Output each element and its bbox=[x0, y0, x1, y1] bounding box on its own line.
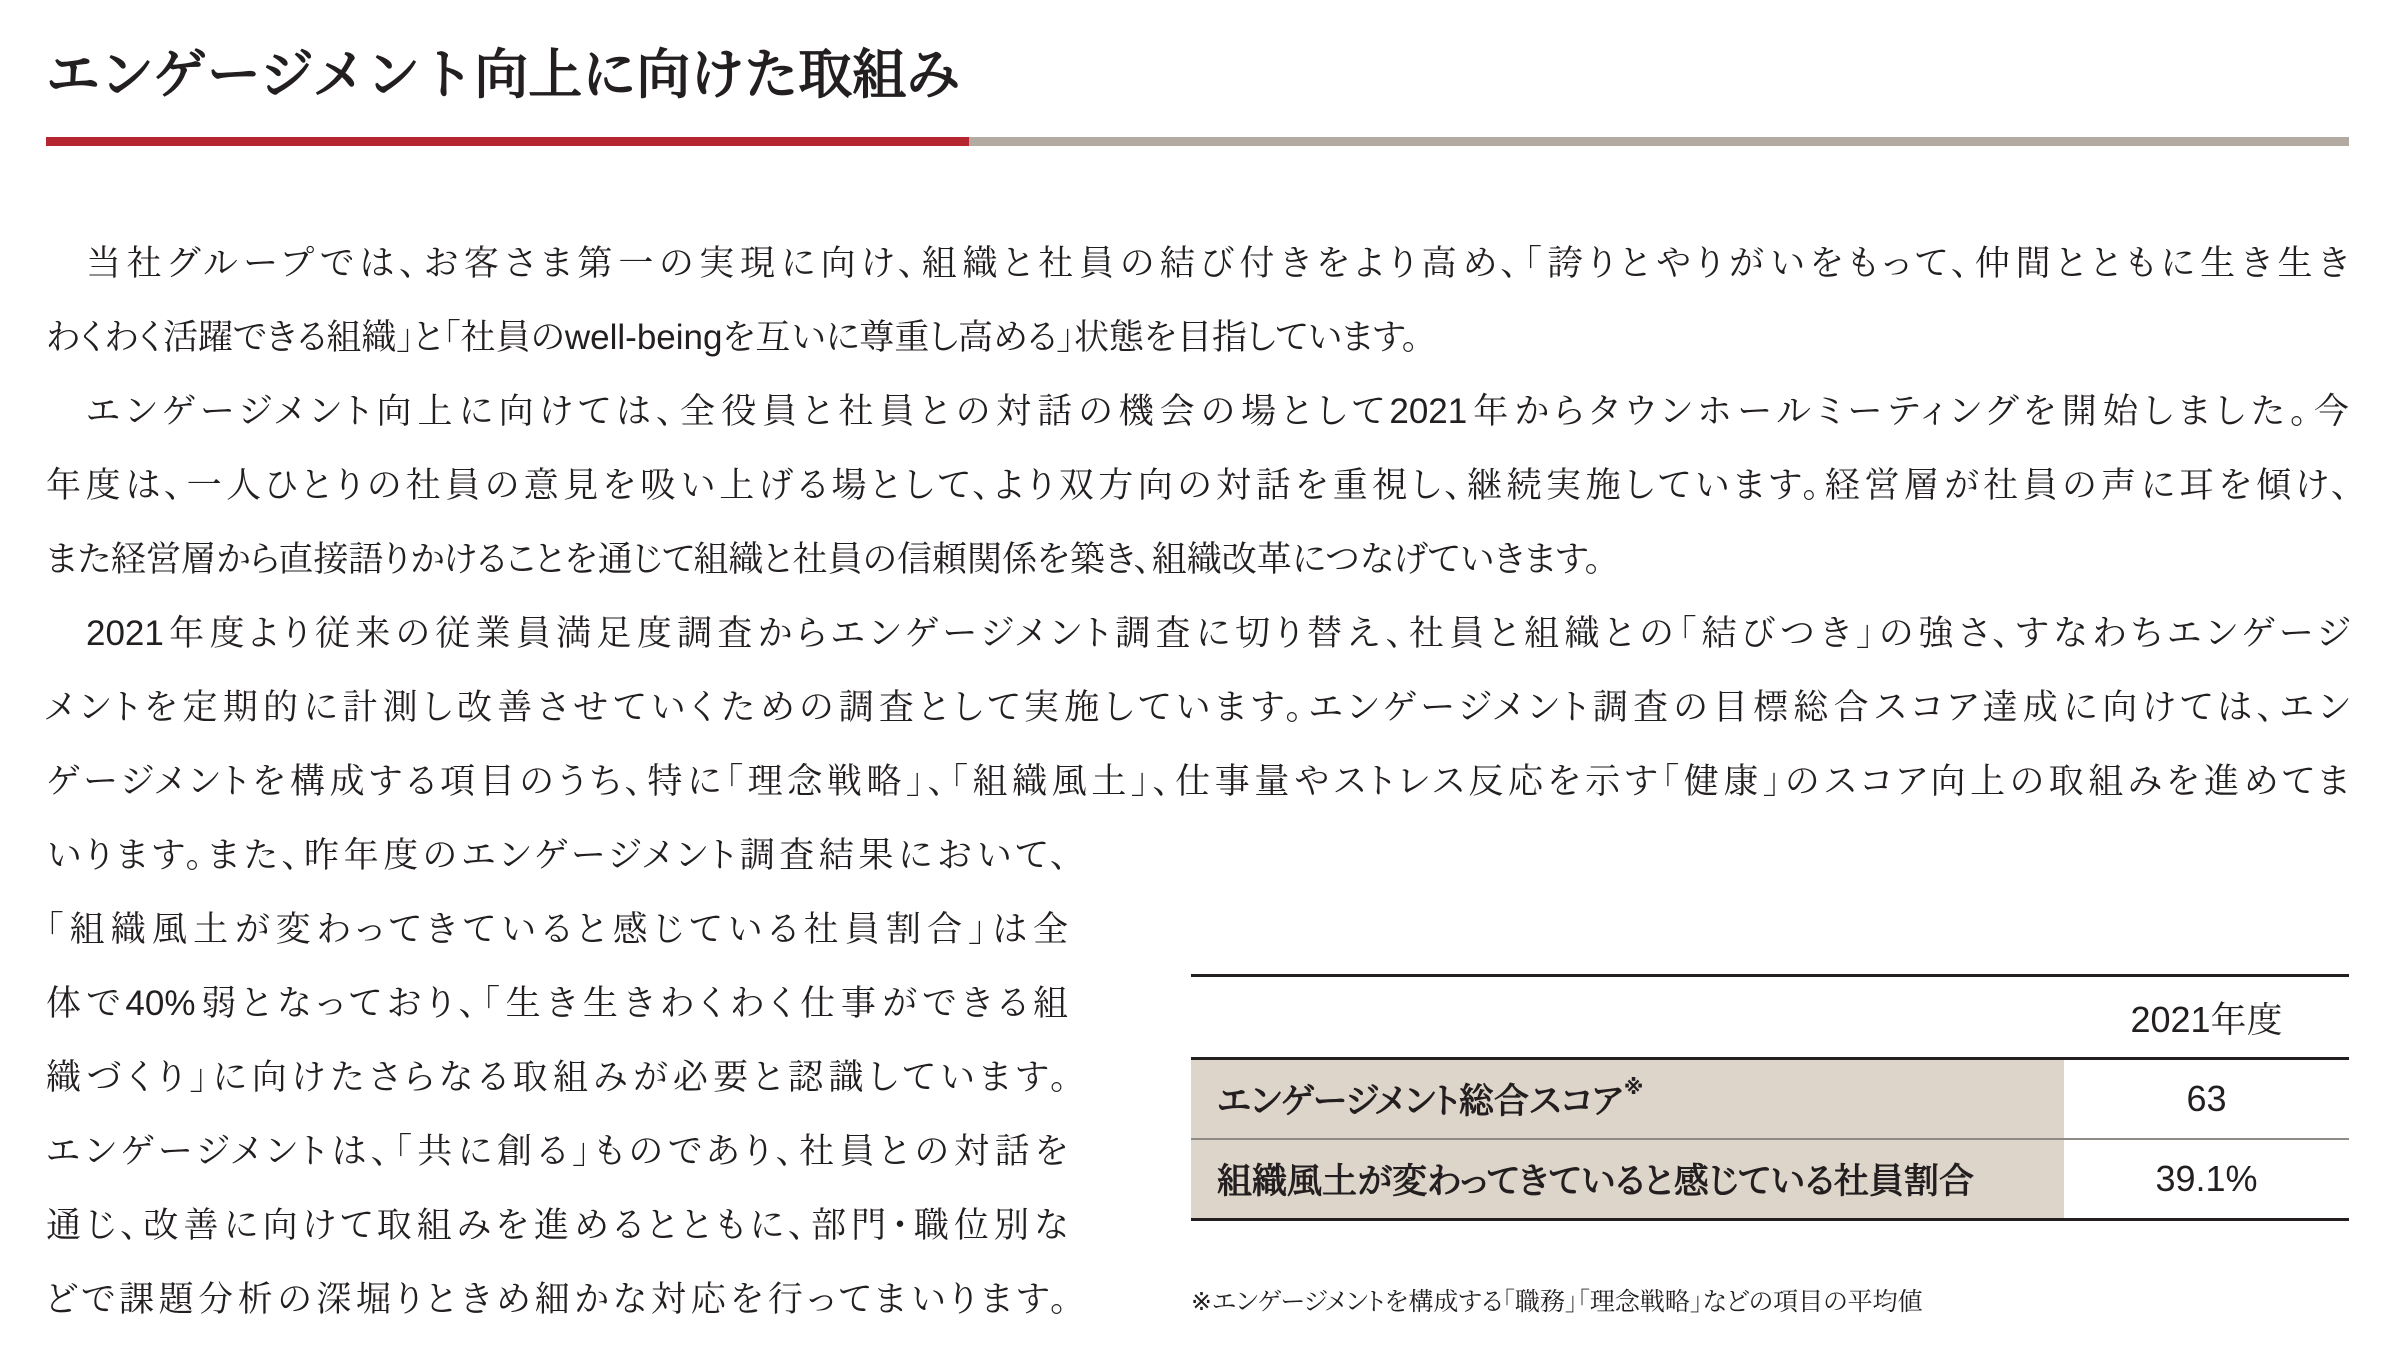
title-rule-red bbox=[46, 137, 969, 146]
body-line: 体で40%弱となっており、「生き生きわくわく仕事ができる組 bbox=[46, 984, 1068, 1023]
body-line: 2021年度より従来の従業員満足度調査からエンゲージメント調査に切り替え、社員と組織との「結びつき」の強さ、すなわちエンゲージ bbox=[86, 614, 2349, 653]
body-line: 「組織風土が変わってきていると感じている社員割合」は全 bbox=[46, 910, 1068, 949]
footnote-mark: ※ bbox=[1623, 1076, 1644, 1099]
row-label-cell bbox=[1191, 1060, 2064, 1138]
table-row bbox=[1191, 1140, 2349, 1218]
body-line: エンゲージメント向上に向けては、全役員と社員との対話の機会の場として2021年からタウンホールミーティングを開始しました。今 bbox=[86, 392, 2349, 431]
table-footnote: ※エンゲージメントを構成する「職務」「理念戦略」などの項目の平均値 bbox=[1191, 1288, 1923, 1316]
body-line: メントを定期的に計測し改善させていくための調査として実施しています。エンゲージメント調査の目標総合スコア達成に向けては、エン bbox=[46, 688, 2349, 727]
body-line: わくわく活躍できる組織」と「社員のwell-beingを互いに尊重し高める」状態を目指しています。 bbox=[46, 318, 1420, 357]
table-header-row bbox=[1191, 977, 2349, 1060]
body-line: 通じ、改善に向けて取組みを進めるとともに、部門・職位別な bbox=[46, 1206, 1068, 1245]
table-header-year: 2021年度 bbox=[2130, 998, 2283, 1040]
row-label-cell bbox=[1191, 1140, 2064, 1218]
engagement-table bbox=[1191, 974, 2349, 1221]
table-header-empty-cell bbox=[1191, 977, 2064, 1057]
table-row bbox=[1191, 1060, 2349, 1140]
title-rule-gray bbox=[969, 137, 2349, 146]
row-label: エンゲージメント総合スコア bbox=[1217, 1082, 1622, 1121]
body-line: また経営層から直接語りかけることを通じて組織と社員の信頼関係を築き、組織改革につなげていきます。 bbox=[46, 540, 1603, 579]
body-line: 当社グループでは、お客さま第一の実現に向け、組織と社員の結び付きをより高め、「誇りとやりがいをもって、仲間とともに生き生き bbox=[86, 244, 2349, 283]
row-value: 39.1% bbox=[2155, 1158, 2258, 1199]
body-line: 年度は、一人ひとりの社員の意見を吸い上げる場として、より双方向の対話を重視し、継続実施しています。経営層が社員の声に耳を傾け、 bbox=[46, 466, 2349, 505]
body-line: エンゲージメントは、「共に創る」ものであり、社員との対話を bbox=[46, 1132, 1068, 1171]
body-line: ゲージメントを構成する項目のうち、特に「理念戦略」、「組織風土」、仕事量やストレス反応を示す「健康」のスコア向上の取組みを進めてま bbox=[46, 762, 2349, 801]
row-value: 63 bbox=[2186, 1078, 2227, 1119]
row-label: 組織風土が変わってきていると感じている社員割合 bbox=[1217, 1162, 1975, 1201]
body-line: いります。また、昨年度のエンゲージメント調査結果において、 bbox=[46, 836, 1068, 875]
body-line: どで課題分析の深堀りときめ細かな対応を行ってまいります。 bbox=[46, 1280, 1068, 1319]
body-line: 織づくり」に向けたさらなる取組みが必要と認識しています。 bbox=[46, 1058, 1068, 1097]
page-title: エンゲージメント向上に向けた取組み bbox=[46, 45, 961, 105]
